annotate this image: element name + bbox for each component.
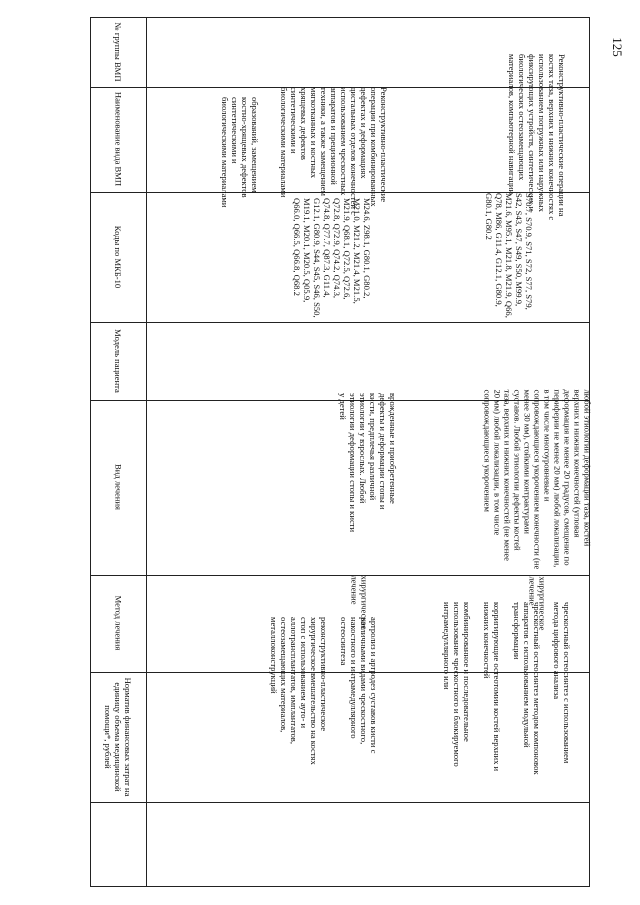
- header-financial-norm: Норматив финансовых затрат на единицу объема медицинской помощи*, рублей: [103, 677, 133, 797]
- row2-vmp-name: Реконструктивно-пластические операции при комбинированных дефектах и деформациях дистальных отделов конечностей с использованием чрескостных аппаратов и прецизионной техники, а также замещением мягкотканных и костных хрящевых дефектов синтетическими и биологическими материалами: [279, 87, 389, 215]
- row3-icd-codes: S70.7, S70.9, S71, S72, S77, S79, S42, S43, S47, S49, S50, M99.9, M21.6, M95.1, M21.8, M21.9, Q66, Q78, M86, G11.4, G12.1, G80.9, G80.1, G80.2: [484, 193, 534, 318]
- row2-icd-codes: M24.6, Z98.1, G80.1, G80.2, M21.0, M21.2, M21.4, M21.5, M21.9, Q68.1, Q72.5, Q72.6, Q72.8, Q72.9, Q74.2, Q74.3, Q74.8, Q77.7, Q87.3, G11.4, G12.1, G80.9, S44, S45, S46, S50, M19.1, M20.1, M20.5, Q05.9, Q66.0, Q66.5, Q66.8, Q68.2: [292, 198, 372, 318]
- row3-treatment-method: чрескостный остеосинтез с использованием метода цифрового анализа чрескостный остеосинтез методом компоновок аппаратов с использованием модульной трансформации корригирующие остеотомии костей верхних и нижних конечностей комбинированное и последовательное использование чрескостного и блокируемого интрамедуллярного или: [442, 602, 572, 775]
- row2-treatment-method: артролиз и артродез суставов кисти с различными видами чрескостного, накостного и интрамедуллярного остеосинтеза реконструктивно-пластическое хирургическое вмешательство на костях стоп с использованием ауто- и аллотрансплантатов, имплантатов, остеозамещающих материалов, металлоконструкций: [269, 617, 379, 765]
- vmp-table: [90, 17, 593, 887]
- row3-patient-model: любой этиологии деформации таза, костей верхних и нижних конечностей (угловая деформация не менее 20 градусов, смещение по периферии не менее 20 мм) любой локализации, в том числе многоуровневые и сопровождающиеся укорочением конечности (не менее 30 мм), стойкими контрактурами суставов. Любой этиологии дефекты костей таза, верхних и нижних конечностей (не менее 20 мм) любой локализации, в том числе сопровождающиеся укорочением: [482, 389, 593, 570]
- header-patient-model: Модель пациента: [113, 329, 123, 393]
- column-divider: [90, 802, 590, 803]
- header-group-number: № группы ВМП: [113, 22, 123, 82]
- row3-treatment-type: хирургическое лечение: [527, 576, 548, 631]
- header-treatment-type: Вид лечения: [113, 463, 124, 511]
- row2-treatment-type: хирургическое лечение: [349, 575, 370, 630]
- row1-vmp-name: образований, замещением костно-хрящевых дефектов синтетическими и биологическими материалами: [220, 97, 260, 208]
- header-vmp-name: Наименование вида ВМП: [113, 91, 124, 187]
- row3-vmp-name: Реконструктивно-пластические операции на костях таза, верхних и нижних конечностях с использованием погружных или наружных фиксирующих устройств, синтетических и биологических остеозамещающих материалов, компьютерной навигации: [507, 54, 567, 221]
- header-icd-codes: Коды по МКБ-10: [113, 225, 123, 289]
- table-border-top: [90, 17, 590, 18]
- row2-patient-model: врожденные и приобретенные дефекты и деформации стопы и кисти, предплечья различной этиологии у взрослых. Любой этиологии деформации стопы и кисти у детей: [338, 393, 398, 533]
- table-border-bottom: [90, 886, 590, 887]
- page-number: 125: [610, 37, 625, 57]
- header-treatment-method: Метод лечения: [113, 595, 124, 651]
